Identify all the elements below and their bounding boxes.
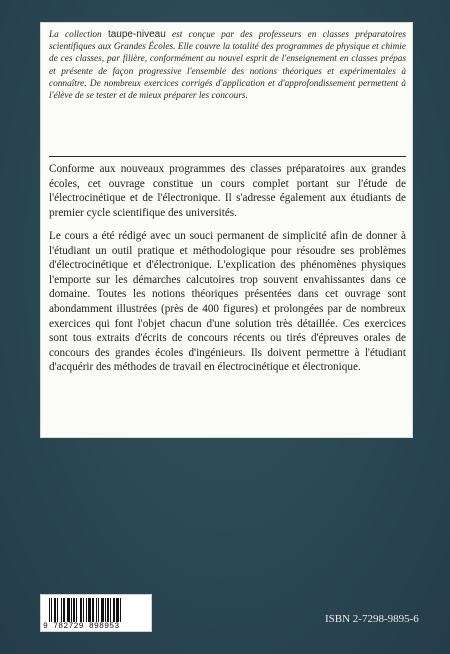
intro-part2: est conçue par des professeurs en classes préparatoires scientifiques aux Grandes Écoles. Elle couvre la totalité des programmes de physique et chimie de ces classes, par filière, conformément au nouvel esprit de l'enseignement en classes prépas et présente de façon progressive l'ensemble des notions théoriques et expérimentales à connaître. De nombreux exercices corrigés d'application et d'approfondissement permettent à l'élève de se tester et de mieux préparer les concours. xyxy=(49,30,406,102)
divider-line xyxy=(49,156,406,157)
description-paragraph-1: Conforme aux nouveaux programmes des classes préparatoires aux grandes écoles, cet ouvrage constitue un cours complet portant sur l'étude de l'électrocinétique et de l'électronique. Il s'adresse également aux étudiants de premier cycle scientifique des universités. xyxy=(49,163,406,219)
barcode-digits: 9 782729 898953 xyxy=(43,622,120,631)
collection-intro xyxy=(49,29,406,102)
description-paragraph-2: Le cours a été rédigé avec un souci permanent de simplicité afin de donner à l'étudiant un outil pratique et méthodologique pour résoudre ses problèmes d'électrocinétique et d'électronique. L'explication des phénomènes physiques l'emporte sur les démarches calcutoires trop souvent envahissantes dans ce domaine. Toutes les notions théoriques présentées dans cet ouvrage sont abondamment illustrées (près de 400 figures) et prolongées par de nombreux exercices qui font l'objet chacun d'une solution très détaillée. Ces exercices sont tous extraits d'écrits de concours récents ou tirés d'épreuves orales de concours des grandes écoles d'ingénieurs. Ils doivent permettre à l'étudiant d'acquérir des méthodes de travail en électrocinétique et électronique. xyxy=(49,230,406,374)
intro-part1: La collection xyxy=(49,30,108,40)
barcode-bars xyxy=(49,598,147,622)
text-panel xyxy=(40,22,413,438)
barcode xyxy=(40,594,152,632)
isbn-number: ISBN 2-7298-9895-6 xyxy=(325,613,419,625)
collection-name: taupe-niveau xyxy=(107,29,166,40)
